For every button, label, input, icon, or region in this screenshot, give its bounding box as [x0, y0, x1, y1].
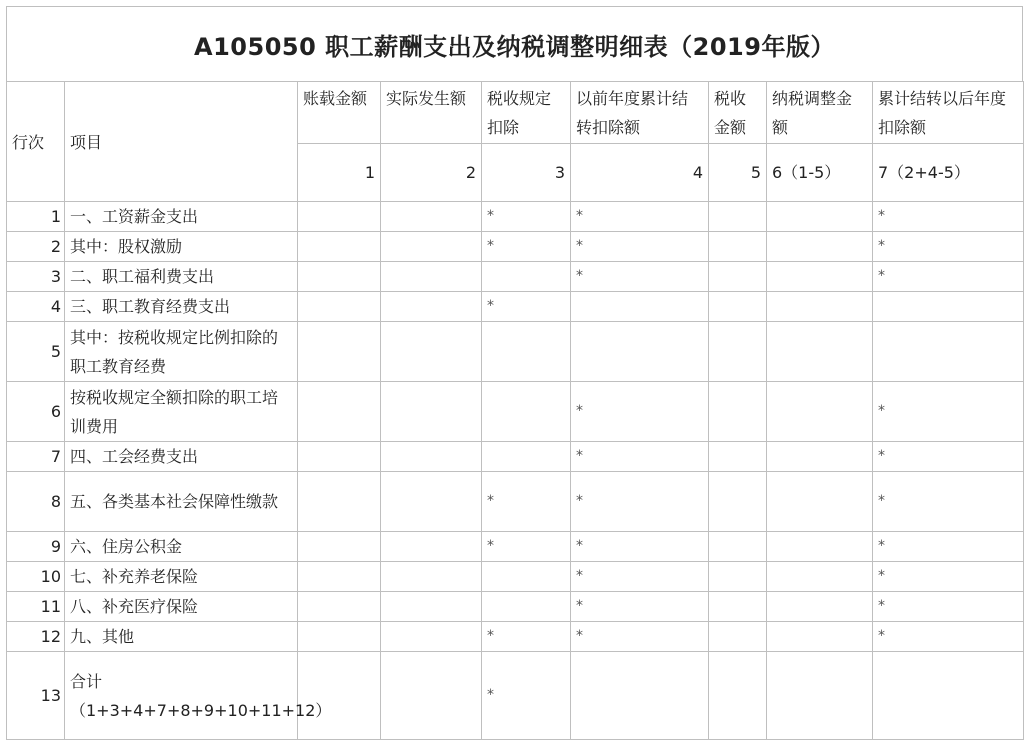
cell-tax-amount[interactable]	[709, 292, 767, 322]
row-number: 11	[7, 592, 65, 622]
cell-book-amount[interactable]	[298, 232, 381, 262]
cell-future-carryforward[interactable]: *	[873, 442, 1024, 472]
cell-tax-adjustment[interactable]	[767, 232, 873, 262]
cell-tax-adjustment[interactable]	[767, 322, 873, 382]
cell-prior-carryforward[interactable]: *	[571, 562, 709, 592]
cell-prior-carryforward[interactable]: *	[571, 532, 709, 562]
cell-prior-carryforward[interactable]: *	[571, 622, 709, 652]
row-number: 4	[7, 292, 65, 322]
row-number: 8	[7, 472, 65, 532]
table-row	[7, 292, 1024, 322]
row-number: 6	[7, 382, 65, 442]
cell-tax-deduction[interactable]	[482, 322, 571, 382]
cell-actual-amount[interactable]	[381, 232, 482, 262]
cell-tax-adjustment[interactable]	[767, 622, 873, 652]
header-prior-carryforward: 以前年度累计结转扣除额	[571, 82, 709, 144]
cell-book-amount[interactable]	[298, 262, 381, 292]
cell-tax-adjustment[interactable]	[767, 202, 873, 232]
row-item-label: 八、补充医疗保险	[65, 592, 298, 622]
cell-tax-amount[interactable]	[709, 322, 767, 382]
col-number: 6（1-5）	[767, 144, 873, 202]
cell-tax-amount[interactable]	[709, 202, 767, 232]
col-number: 4	[571, 144, 709, 202]
header-tax-deduction: 税收规定扣除	[482, 82, 571, 144]
row-item-label: 三、职工教育经费支出	[65, 292, 298, 322]
row-item-label: 七、补充养老保险	[65, 562, 298, 592]
cell-book-amount[interactable]	[298, 652, 381, 740]
header-actual-amount: 实际发生额	[381, 82, 482, 144]
cell-book-amount[interactable]	[298, 562, 381, 592]
cell-future-carryforward[interactable]: *	[873, 232, 1024, 262]
cell-tax-deduction[interactable]: *	[482, 202, 571, 232]
cell-actual-amount[interactable]	[381, 442, 482, 472]
cell-actual-amount[interactable]	[381, 382, 482, 442]
table-row	[7, 322, 1024, 382]
cell-future-carryforward[interactable]: *	[873, 472, 1024, 532]
col-number: 3	[482, 144, 571, 202]
cell-actual-amount[interactable]	[381, 652, 482, 740]
table-row	[7, 232, 1024, 262]
cell-prior-carryforward[interactable]: *	[571, 232, 709, 262]
cell-actual-amount[interactable]	[381, 472, 482, 532]
cell-actual-amount[interactable]	[381, 532, 482, 562]
row-item-label: 一、工资薪金支出	[65, 202, 298, 232]
detail-table	[6, 81, 1024, 740]
cell-tax-amount[interactable]	[709, 232, 767, 262]
row-number: 13	[7, 652, 65, 740]
cell-book-amount[interactable]	[298, 622, 381, 652]
cell-prior-carryforward[interactable]	[571, 652, 709, 740]
cell-tax-adjustment[interactable]	[767, 592, 873, 622]
sheet-title: A105050 职工薪酬支出及纳税调整明细表（2019年版）	[6, 6, 1023, 81]
cell-tax-adjustment[interactable]	[767, 472, 873, 532]
cell-actual-amount[interactable]	[381, 262, 482, 292]
cell-tax-amount[interactable]	[709, 652, 767, 740]
header-tax-adjustment: 纳税调整金额	[767, 82, 873, 144]
cell-tax-deduction[interactable]	[482, 442, 571, 472]
row-item-label: 其中：股权激励	[65, 232, 298, 262]
cell-book-amount[interactable]	[298, 532, 381, 562]
cell-prior-carryforward[interactable]: *	[571, 382, 709, 442]
cell-tax-deduction[interactable]: *	[482, 532, 571, 562]
cell-actual-amount[interactable]	[381, 622, 482, 652]
table-row	[7, 202, 1024, 232]
row-item-label: 按税收规定全额扣除的职工培训费用	[65, 382, 298, 442]
cell-tax-adjustment[interactable]	[767, 562, 873, 592]
row-item-label: 六、住房公积金	[65, 532, 298, 562]
cell-prior-carryforward[interactable]: *	[571, 442, 709, 472]
col-number: 1	[298, 144, 381, 202]
cell-tax-deduction[interactable]	[482, 562, 571, 592]
cell-future-carryforward[interactable]: *	[873, 592, 1024, 622]
row-number: 12	[7, 622, 65, 652]
cell-tax-amount[interactable]	[709, 442, 767, 472]
cell-book-amount[interactable]	[298, 592, 381, 622]
col-number: 5	[709, 144, 767, 202]
table-row	[7, 442, 1024, 472]
cell-book-amount[interactable]	[298, 472, 381, 532]
row-number: 3	[7, 262, 65, 292]
cell-prior-carryforward[interactable]: *	[571, 202, 709, 232]
header-future-carryforward: 累计结转以后年度扣除额	[873, 82, 1024, 144]
table-row	[7, 562, 1024, 592]
cell-prior-carryforward[interactable]: *	[571, 262, 709, 292]
cell-tax-deduction[interactable]: *	[482, 232, 571, 262]
table-row	[7, 592, 1024, 622]
table-row	[7, 532, 1024, 562]
cell-book-amount[interactable]	[298, 322, 381, 382]
row-item-label: 二、职工福利费支出	[65, 262, 298, 292]
cell-tax-adjustment[interactable]	[767, 292, 873, 322]
cell-book-amount[interactable]	[298, 442, 381, 472]
cell-prior-carryforward[interactable]: *	[571, 472, 709, 532]
cell-book-amount[interactable]	[298, 382, 381, 442]
cell-tax-deduction[interactable]	[482, 592, 571, 622]
tax-adjustment-sheet	[6, 6, 1023, 740]
cell-prior-carryforward[interactable]	[571, 322, 709, 382]
cell-future-carryforward[interactable]: *	[873, 622, 1024, 652]
cell-future-carryforward[interactable]: *	[873, 562, 1024, 592]
cell-prior-carryforward[interactable]: *	[571, 592, 709, 622]
row-item-label: 九、其他	[65, 622, 298, 652]
row-number: 10	[7, 562, 65, 592]
cell-future-carryforward[interactable]: *	[873, 382, 1024, 442]
cell-future-carryforward[interactable]	[873, 292, 1024, 322]
cell-actual-amount[interactable]	[381, 292, 482, 322]
cell-actual-amount[interactable]	[381, 562, 482, 592]
table-row	[7, 382, 1024, 442]
table-row	[7, 652, 1024, 740]
cell-tax-amount[interactable]	[709, 592, 767, 622]
cell-tax-amount[interactable]	[709, 532, 767, 562]
cell-tax-amount[interactable]	[709, 472, 767, 532]
cell-future-carryforward[interactable]: *	[873, 532, 1024, 562]
table-row	[7, 472, 1024, 532]
cell-tax-deduction[interactable]: *	[482, 472, 571, 532]
cell-tax-deduction[interactable]	[482, 262, 571, 292]
cell-tax-adjustment[interactable]	[767, 262, 873, 292]
cell-tax-amount[interactable]	[709, 382, 767, 442]
cell-prior-carryforward[interactable]	[571, 292, 709, 322]
row-item-label: 合计（1+3+4+7+8+9+10+11+12）	[65, 652, 298, 740]
row-number: 9	[7, 532, 65, 562]
col-number: 7（2+4-5）	[873, 144, 1024, 202]
row-number: 5	[7, 322, 65, 382]
cell-book-amount[interactable]	[298, 202, 381, 232]
cell-tax-adjustment[interactable]	[767, 442, 873, 472]
row-item-label: 四、工会经费支出	[65, 442, 298, 472]
cell-tax-deduction[interactable]: *	[482, 292, 571, 322]
row-number: 2	[7, 232, 65, 262]
header-book-amount: 账载金额	[298, 82, 381, 144]
cell-actual-amount[interactable]	[381, 202, 482, 232]
header-tax-amount: 税收金额	[709, 82, 767, 144]
cell-future-carryforward[interactable]: *	[873, 262, 1024, 292]
row-item-label: 其中：按税收规定比例扣除的职工教育经费	[65, 322, 298, 382]
cell-tax-amount[interactable]	[709, 622, 767, 652]
header-row-no: 行次	[7, 82, 65, 202]
row-number: 7	[7, 442, 65, 472]
cell-tax-adjustment[interactable]	[767, 532, 873, 562]
row-item-label: 五、各类基本社会保障性缴款	[65, 472, 298, 532]
cell-tax-amount[interactable]	[709, 262, 767, 292]
table-row	[7, 622, 1024, 652]
cell-tax-deduction[interactable]: *	[482, 652, 571, 740]
cell-tax-deduction[interactable]: *	[482, 622, 571, 652]
row-number: 1	[7, 202, 65, 232]
col-number: 2	[381, 144, 482, 202]
cell-future-carryforward[interactable]: *	[873, 202, 1024, 232]
cell-actual-amount[interactable]	[381, 592, 482, 622]
cell-tax-amount[interactable]	[709, 562, 767, 592]
cell-future-carryforward[interactable]	[873, 322, 1024, 382]
cell-tax-adjustment[interactable]	[767, 382, 873, 442]
cell-tax-deduction[interactable]	[482, 382, 571, 442]
cell-book-amount[interactable]	[298, 292, 381, 322]
cell-actual-amount[interactable]	[381, 322, 482, 382]
table-row	[7, 262, 1024, 292]
header-item: 项目	[65, 82, 298, 202]
cell-tax-adjustment[interactable]	[767, 652, 873, 740]
cell-future-carryforward[interactable]	[873, 652, 1024, 740]
